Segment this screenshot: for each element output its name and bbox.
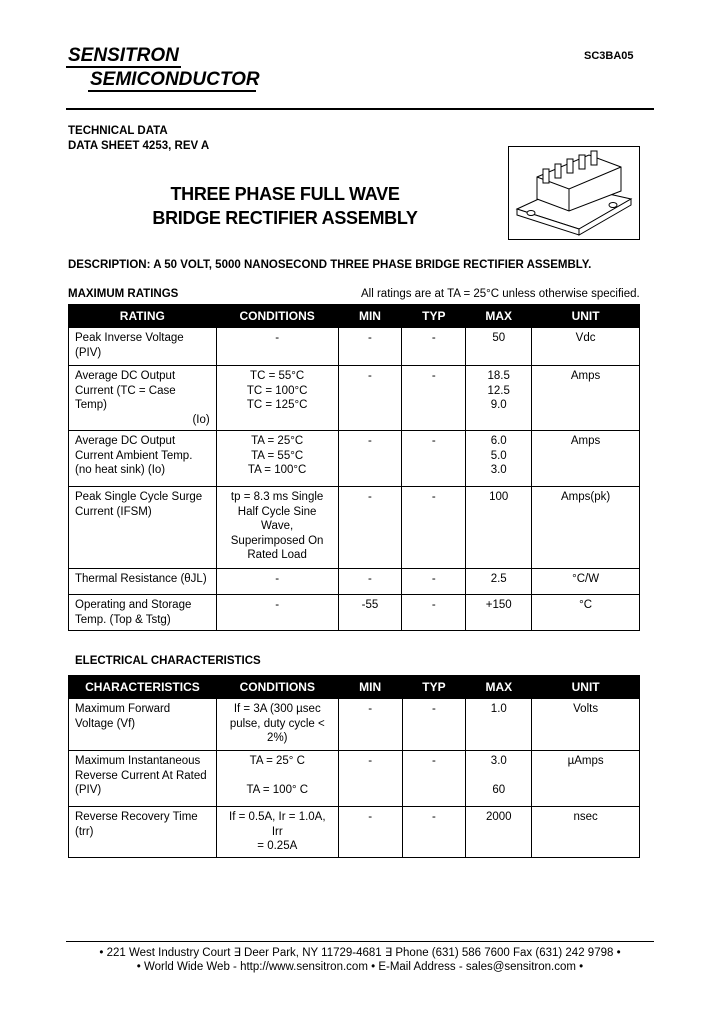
cell-typ — [402, 487, 466, 569]
cell-line: Voltage (Vf) — [75, 717, 136, 730]
cell-line: - — [368, 435, 372, 447]
cell-line: - — [368, 332, 372, 344]
cell-line: Maximum Forward — [75, 703, 171, 715]
cell-rating — [69, 751, 217, 807]
cell-line: - — [275, 332, 280, 344]
cell-line: Maximum Instantaneous — [75, 755, 201, 767]
cell-line: = 0.25A — [257, 840, 298, 852]
cell-line: (no heat sink) (Io) — [75, 464, 166, 476]
header-rule — [66, 108, 654, 110]
cell-line: - — [431, 332, 436, 344]
cell-typ — [402, 699, 466, 751]
cell-line: °C — [579, 599, 593, 611]
cell-conditions — [216, 751, 338, 807]
cell-line: 60 — [492, 784, 506, 796]
cell-unit — [532, 487, 640, 569]
cell-rating — [69, 699, 217, 751]
cell-line: - — [368, 811, 373, 823]
document-title — [100, 182, 470, 230]
cell-line: TC = 55°C — [250, 370, 305, 382]
company-logo-line1: SENSITRON — [68, 45, 179, 66]
cell-line: tp = 8.3 ms Single — [230, 491, 324, 503]
cell-line: Vdc — [575, 332, 596, 344]
cell-line: Temp. (Top & Tstg) — [75, 613, 171, 626]
column-header: MIN — [338, 676, 402, 699]
cell-line: Rated Load — [247, 549, 307, 561]
title-line1: THREE PHASE FULL WAVE — [170, 184, 400, 204]
cell-line: 2000 — [486, 811, 512, 823]
logo-underline — [66, 66, 181, 68]
cell-unit — [532, 328, 640, 366]
cell-line: (PIV) — [75, 346, 102, 359]
cell-line: 5.0 — [490, 449, 507, 462]
cell-line: pulse, duty cycle < — [229, 717, 325, 730]
cell-conditions — [216, 569, 338, 595]
cell-min — [338, 699, 402, 751]
table-row — [69, 751, 640, 807]
cell-line: 100 — [489, 491, 509, 503]
cell-line: - — [368, 573, 372, 585]
cell-line — [472, 769, 525, 784]
cell-line: Average DC Output — [75, 370, 176, 382]
description: DESCRIPTION: A 50 VOLT, 5000 NANOSECOND THREE PHASE BRIDGE RECTIFIER ASSEMBLY. — [68, 259, 592, 271]
cell-max — [466, 431, 532, 487]
cell-unit — [532, 366, 640, 431]
cell-max — [466, 487, 532, 569]
cell-rating — [69, 366, 217, 431]
cell-line: - — [275, 599, 280, 611]
column-header: MIN — [338, 305, 402, 328]
cell-line: If = 3A (300 µsec — [233, 703, 321, 715]
cell-line: 3.0 — [490, 755, 507, 767]
cell-min — [338, 569, 402, 595]
cell-line: TA = 100° C — [246, 784, 309, 796]
cell-conditions — [216, 328, 338, 366]
cell-unit — [532, 431, 640, 487]
cell-unit — [532, 699, 640, 751]
cell-line: TA = 25°C — [251, 435, 304, 447]
cell-conditions — [216, 699, 338, 751]
cell-rating — [69, 595, 217, 631]
cell-min — [338, 595, 402, 631]
cell-typ — [402, 366, 466, 431]
column-header: CONDITIONS — [216, 305, 338, 328]
cell-conditions — [216, 807, 338, 858]
column-header: TYP — [402, 676, 466, 699]
cell-line: Superimposed On — [230, 534, 324, 547]
cell-rating — [69, 487, 217, 569]
cell-line: - — [431, 491, 436, 503]
cell-max — [466, 751, 532, 807]
cell-max — [466, 328, 532, 366]
cell-unit — [532, 595, 640, 631]
cell-line: TA = 25° C — [249, 755, 305, 767]
cell-conditions — [216, 431, 338, 487]
cell-line: 12.5 — [487, 384, 510, 397]
cell-unit — [532, 807, 640, 858]
cell-line: (Io) — [192, 413, 210, 426]
cell-line: 50 — [492, 332, 506, 344]
column-header: UNIT — [532, 676, 640, 699]
cell-line: Current (TC = Case Temp) — [75, 384, 176, 411]
cell-max — [466, 569, 532, 595]
cell-line: TA = 100°C — [247, 464, 307, 476]
cell-line: (trr) — [75, 825, 94, 838]
cell-line: - — [275, 573, 280, 585]
table-row — [69, 699, 640, 751]
cell-line: - — [368, 370, 372, 382]
cell-line: 1.0 — [490, 703, 507, 715]
max-ratings-heading: MAXIMUM RATINGS — [68, 288, 179, 300]
cell-typ — [402, 595, 466, 631]
cell-max — [466, 595, 532, 631]
electrical-table — [68, 675, 640, 858]
cell-line: Operating and Storage — [75, 599, 192, 611]
cell-line: Current Ambient Temp. — [75, 449, 193, 462]
logo-underline — [88, 90, 256, 92]
cell-line: Reverse Current At Rated — [75, 769, 207, 782]
cell-line: Amps — [570, 435, 601, 447]
cell-line: Average DC Output — [75, 435, 176, 447]
part-number: SC3BA05 — [584, 50, 634, 62]
cell-line: Peak Single Cycle Surge — [75, 491, 203, 503]
cell-line: nsec — [573, 811, 598, 823]
cell-line: TC = 100°C — [246, 384, 308, 397]
column-header: CHARACTERISTICS — [69, 676, 217, 699]
cell-line: Amps(pk) — [560, 491, 611, 503]
cell-typ — [402, 431, 466, 487]
data-sheet-label: DATA SHEET 4253, REV A — [68, 140, 210, 152]
cell-max — [466, 366, 532, 431]
cell-line: µAmps — [567, 755, 604, 767]
table-row — [69, 431, 640, 487]
cell-line: (PIV) — [75, 784, 102, 796]
cell-max — [466, 699, 532, 751]
column-header: MAX — [466, 676, 532, 699]
cell-line: Half Cycle Sine — [237, 505, 317, 518]
cell-line — [223, 769, 332, 784]
cell-line: -55 — [361, 599, 379, 611]
column-header: TYP — [402, 305, 466, 328]
cell-line: Wave, — [261, 520, 294, 532]
package-drawing — [509, 147, 639, 239]
cell-conditions — [216, 595, 338, 631]
cell-line: 6.0 — [490, 435, 507, 447]
cell-line: - — [431, 370, 436, 382]
cell-line: If = 0.5A, Ir = 1.0A, Irr — [229, 811, 326, 838]
company-logo-line2: SEMICONDUCTOR — [90, 69, 260, 90]
cell-unit — [532, 751, 640, 807]
cell-typ — [402, 751, 466, 807]
cell-line: - — [368, 755, 373, 767]
cell-conditions — [216, 487, 338, 569]
cell-rating — [69, 328, 217, 366]
cell-line: 2%) — [267, 732, 288, 744]
cell-line: Amps — [570, 370, 601, 382]
table-row — [69, 807, 640, 858]
table-row — [69, 595, 640, 631]
column-header: MAX — [466, 305, 532, 328]
cell-typ — [402, 569, 466, 595]
cell-line: - — [432, 811, 436, 823]
cell-line: - — [431, 573, 436, 585]
cell-line: 2.5 — [490, 573, 507, 585]
cell-line: - — [432, 755, 436, 767]
table-row — [69, 569, 640, 595]
column-header: CONDITIONS — [216, 676, 338, 699]
cell-line: Reverse Recovery Time — [75, 811, 198, 823]
cell-typ — [402, 328, 466, 366]
table-row — [69, 487, 640, 569]
cell-min — [338, 487, 402, 569]
cell-rating — [69, 431, 217, 487]
cell-line: 18.5 — [487, 370, 510, 382]
title-line2: BRIDGE RECTIFIER ASSEMBLY — [152, 208, 418, 228]
cell-line: 9.0 — [490, 399, 507, 411]
cell-min — [338, 366, 402, 431]
table-row — [69, 328, 640, 366]
cell-min — [338, 431, 402, 487]
electrical-heading: ELECTRICAL CHARACTERISTICS — [75, 655, 261, 667]
package-image — [508, 146, 640, 240]
cell-line: - — [368, 491, 372, 503]
cell-line: - — [431, 435, 436, 447]
footer-address: • 221 West Industry Court ∃ Deer Park, NY 11729-4681 ∃ Phone (631) 586 7600 Fax (631) 242 9798 • — [99, 947, 621, 959]
cell-line: Peak Inverse Voltage — [75, 332, 184, 344]
cell-line: Current (IFSM) — [75, 505, 152, 518]
cell-line: - — [368, 703, 373, 715]
column-header: UNIT — [532, 305, 640, 328]
column-header: RATING — [69, 305, 217, 328]
cell-line: - — [432, 703, 436, 715]
max-ratings-table — [68, 304, 640, 631]
technical-data-block — [68, 124, 209, 154]
table-row — [69, 366, 640, 431]
cell-line: °C/W — [572, 573, 600, 585]
cell-rating — [69, 569, 217, 595]
cell-line: TA = 55°C — [251, 449, 304, 462]
footer-rule — [66, 941, 654, 942]
cell-rating — [69, 807, 217, 858]
cell-max — [466, 807, 532, 858]
cell-min — [338, 328, 402, 366]
tech-data-label: TECHNICAL DATA — [68, 125, 168, 137]
cell-typ — [402, 807, 466, 858]
cell-min — [338, 807, 402, 858]
cell-line: TC = 125°C — [246, 399, 308, 411]
cell-min — [338, 751, 402, 807]
cell-unit — [532, 569, 640, 595]
footer-contact: • World Wide Web - http://www.sensitron.com • E-Mail Address - sales@sensitron.com • — [136, 961, 584, 973]
cell-conditions — [216, 366, 338, 431]
cell-line: Volts — [573, 703, 599, 715]
cell-line: 3.0 — [490, 464, 507, 476]
cell-line: +150 — [485, 599, 512, 611]
cell-line: Thermal Resistance (θJL) — [75, 573, 207, 585]
ratings-note: All ratings are at TA = 25°C unless otherwise specified. — [361, 288, 640, 300]
cell-line: - — [431, 599, 436, 611]
